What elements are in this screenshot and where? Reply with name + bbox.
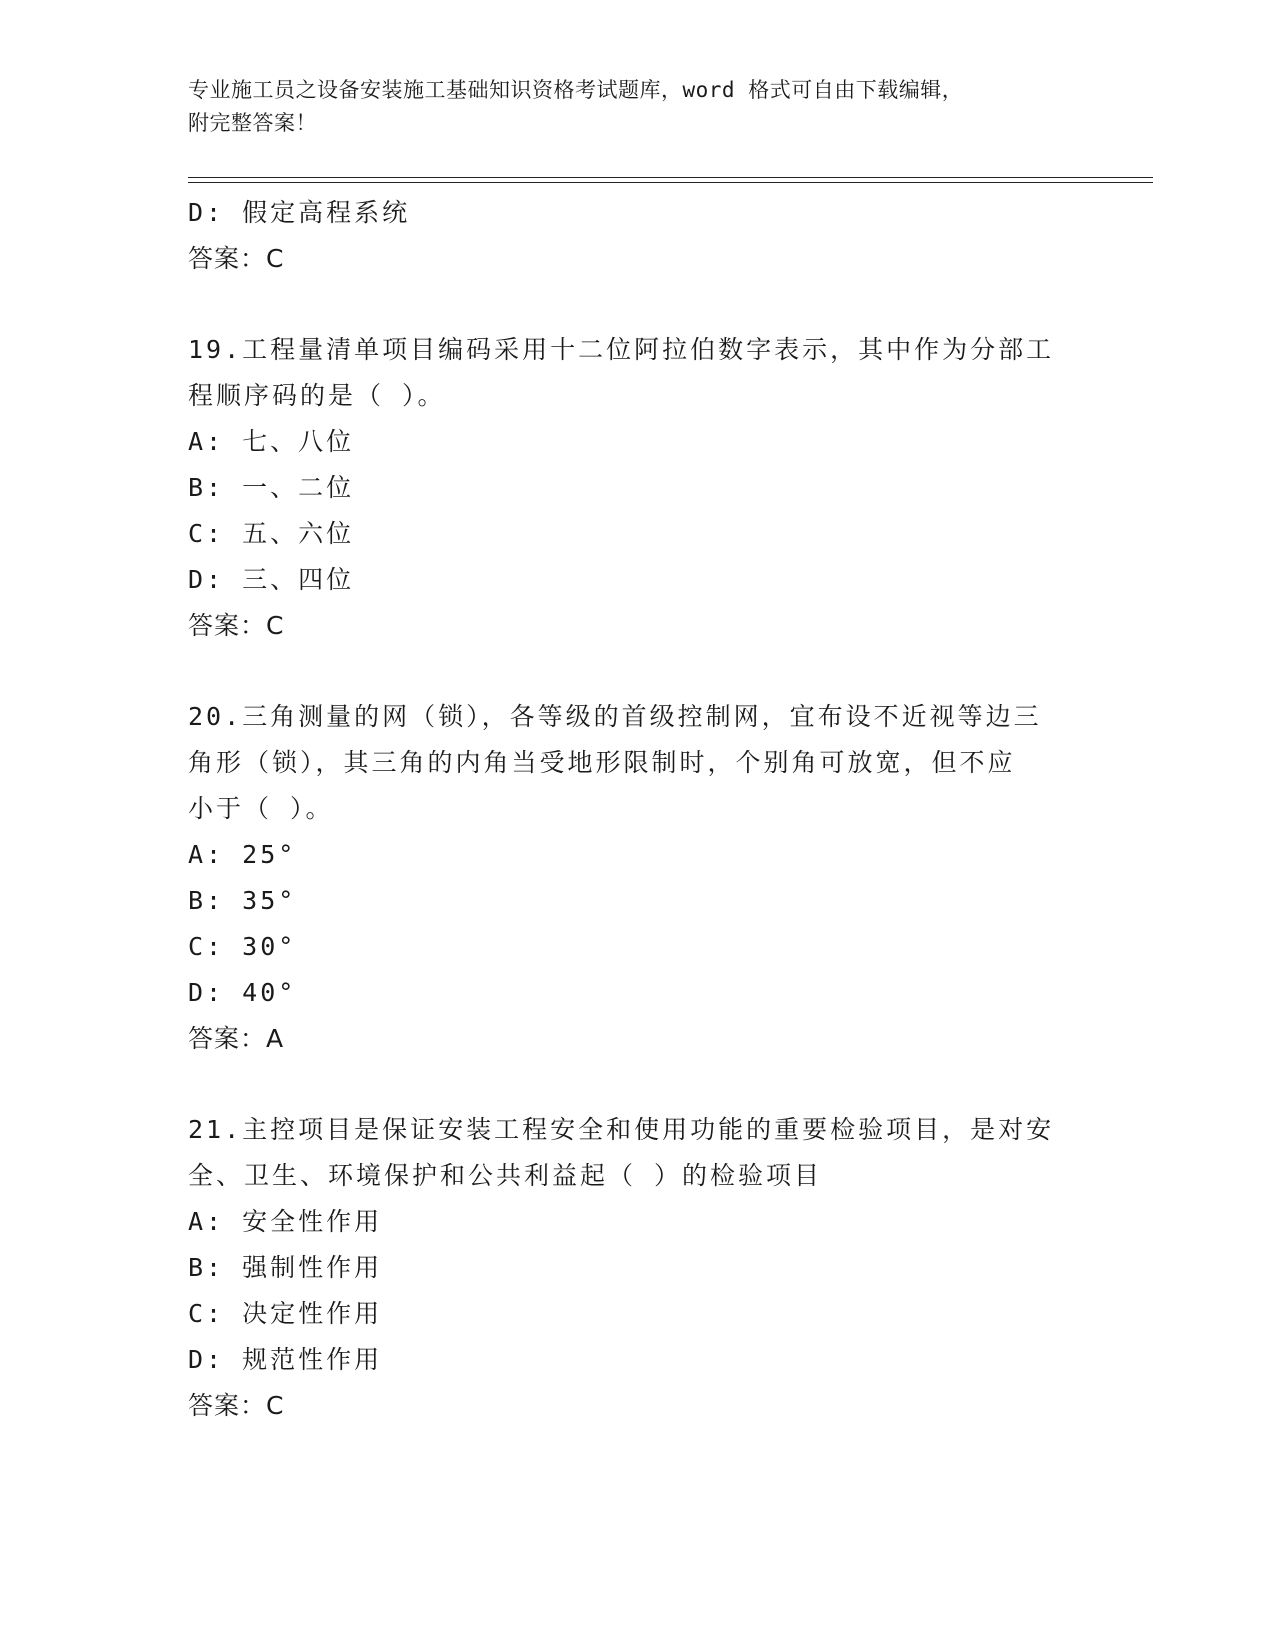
q19-option-c: C: 五、六位	[188, 519, 355, 548]
header-line-2: 附完整答案！	[188, 111, 317, 135]
question-21	[188, 1107, 1068, 1429]
q20-stem-line-1: 20.三角测量的网（锁），各等级的首级控制网，宜布设不近视等边三	[188, 702, 1042, 731]
q21-option-b: B: 强制性作用	[188, 1253, 383, 1282]
q18-option-d: D: 假定高程系统	[188, 198, 411, 227]
q21-answer: 答案：C	[188, 1391, 285, 1420]
q19-stem-line-1: 19.工程量清单项目编码采用十二位阿拉伯数字表示，其中作为分部工	[188, 335, 1055, 364]
question-gap	[188, 649, 1068, 694]
header-line-1: 专业施工员之设备安装施工基础知识资格考试题库，word 格式可自由下载编辑，	[188, 78, 964, 102]
header-rule-bottom	[188, 182, 1153, 183]
q19-stem-line-2: 程顺序码的是（ ）。	[188, 381, 446, 410]
q21-stem-line-1: 21.主控项目是保证安装工程安全和使用功能的重要检验项目，是对安	[188, 1115, 1055, 1144]
q20-answer: 答案：A	[188, 1024, 285, 1053]
question-20	[188, 694, 1068, 1062]
document-header	[188, 74, 1068, 140]
q19-option-a: A: 七、八位	[188, 427, 355, 456]
q20-option-c: C: 30°	[188, 932, 297, 961]
question-18-tail	[188, 190, 1068, 282]
q20-option-d: D: 40°	[188, 978, 297, 1007]
q20-stem-line-3: 小于（ ）。	[188, 794, 334, 823]
question-gap	[188, 1062, 1068, 1107]
header-rule-top	[188, 177, 1153, 178]
q19-answer: 答案：C	[188, 611, 285, 640]
q20-stem-line-2: 角形（锁），其三角的内角当受地形限制时，个别角可放宽，但不应	[188, 748, 1016, 777]
q20-option-b: B: 35°	[188, 886, 297, 915]
q18-answer: 答案：C	[188, 244, 285, 273]
question-list	[188, 190, 1068, 1429]
q21-option-c: C: 决定性作用	[188, 1299, 383, 1328]
question-19	[188, 327, 1068, 649]
q20-option-a: A: 25°	[188, 840, 297, 869]
q19-option-b: B: 一、二位	[188, 473, 355, 502]
q21-option-d: D: 规范性作用	[188, 1345, 383, 1374]
q21-stem-line-2: 全、卫生、环境保护和公共利益起（ ）的检验项目	[188, 1161, 823, 1190]
q19-option-d: D: 三、四位	[188, 565, 355, 594]
q21-option-a: A: 安全性作用	[188, 1207, 383, 1236]
question-gap	[188, 282, 1068, 327]
